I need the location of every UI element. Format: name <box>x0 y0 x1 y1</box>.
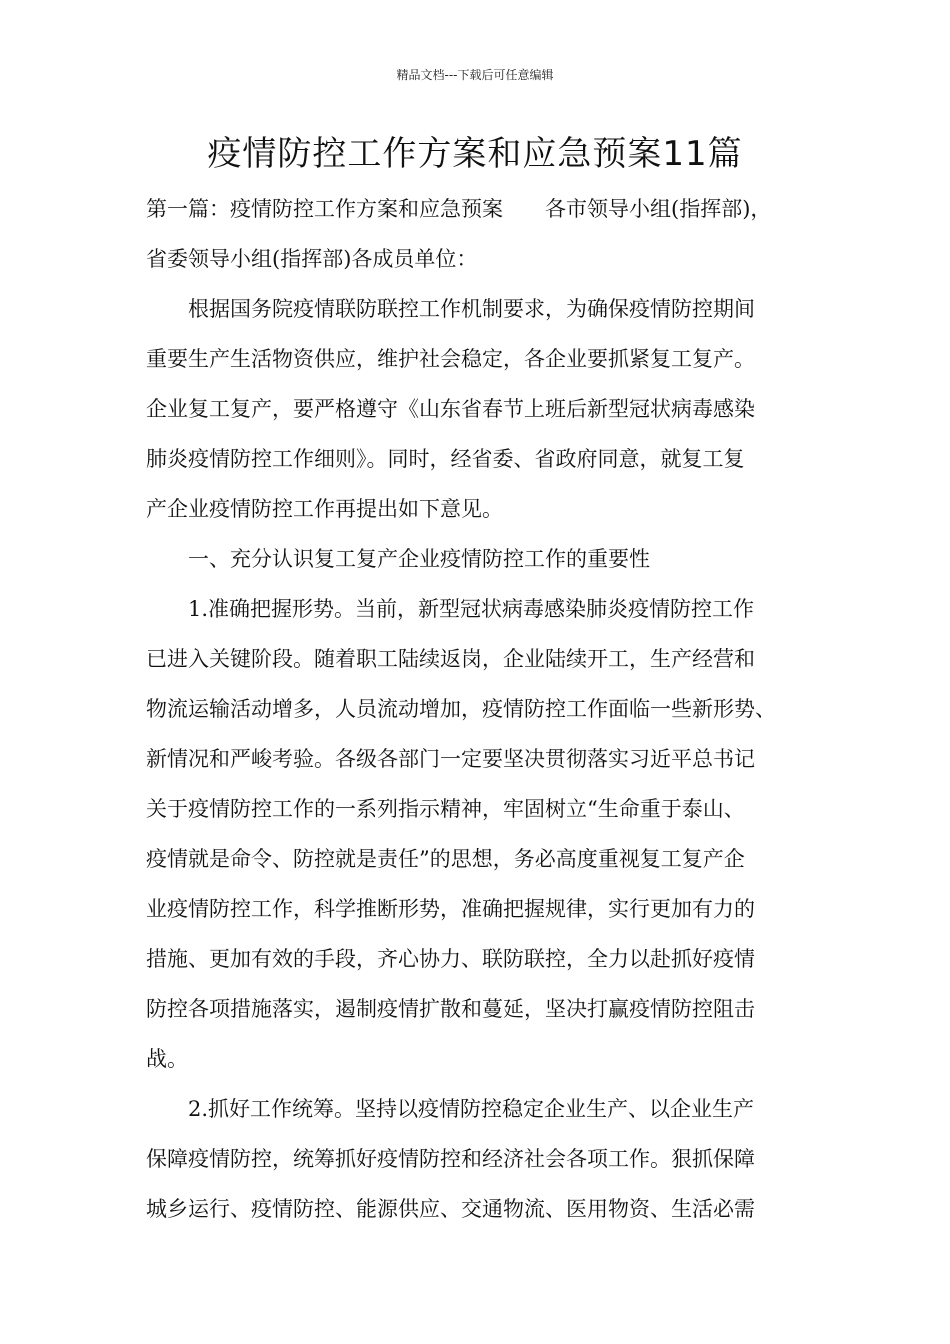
text-line: 1.准确把握形势。当前，新型冠状病毒感染肺炎疫情防控工作 <box>188 597 755 621</box>
text-line: 防控各项措施落实，遏制疫情扩散和蔓延，坚决打赢疫情防控阻击 <box>146 997 755 1021</box>
text-line: 省委领导小组(指挥部)各成员单位： <box>146 247 478 271</box>
section-heading: 一、充分认识复工复产企业疫情防控工作的重要性 <box>188 547 650 571</box>
text-line: 保障疫情防控，统筹抓好疫情防控和经济社会各项工作。狠抓保障 <box>146 1147 755 1171</box>
text-line: 措施、更加有效的手段，齐心协力、联防联控，全力以赴抓好疫情 <box>146 947 755 971</box>
header-note: 精品文档---下载后可任意编辑 <box>396 68 554 82</box>
text-line: 重要生产生活物资供应，维护社会稳定，各企业要抓紧复工复产。 <box>146 347 755 371</box>
text-line: 已进入关键阶段。随着职工陆续返岗，企业陆续开工，生产经营和 <box>146 647 755 671</box>
text-line: 城乡运行、疫情防控、能源供应、交通物流、医用物资、生活必需 <box>146 1197 755 1221</box>
text-line: 业疫情防控工作，科学推断形势，准确把握规律，实行更加有力的 <box>146 897 755 921</box>
text-line: 第一篇：疫情防控工作方案和应急预案 各市领导小组(指挥部)， <box>146 197 772 221</box>
document-title: 疫情防控工作方案和应急预案11篇 <box>207 134 743 174</box>
text-line: 战。 <box>146 1047 188 1071</box>
text-line: 企业复工复产，要严格遵守《山东省春节上班后新型冠状病毒感染 <box>146 397 755 421</box>
text-line: 2.抓好工作统筹。坚持以疫情防控稳定企业生产、以企业生产 <box>188 1097 755 1121</box>
text-line: 根据国务院疫情联防联控工作机制要求，为确保疫情防控期间 <box>188 297 755 321</box>
text-line: 肺炎疫情防控工作细则》。同时，经省委、省政府同意，就复工复 <box>146 447 745 471</box>
text-line: 物流运输活动增多，人员流动增加，疫情防控工作面临一些新形势、 <box>146 697 776 721</box>
text-line: 新情况和严峻考验。各级各部门一定要坚决贯彻落实习近平总书记 <box>146 747 755 771</box>
text-line: 关于疫情防控工作的一系列指示精神，牢固树立“生命重于泰山、 <box>146 797 745 821</box>
text-line: 产企业疫情防控工作再提出如下意见。 <box>146 497 503 521</box>
text-line: 疫情就是命令、防控就是责任”的思想，务必高度重视复工复产企 <box>146 847 745 871</box>
document-body <box>146 184 826 1234</box>
